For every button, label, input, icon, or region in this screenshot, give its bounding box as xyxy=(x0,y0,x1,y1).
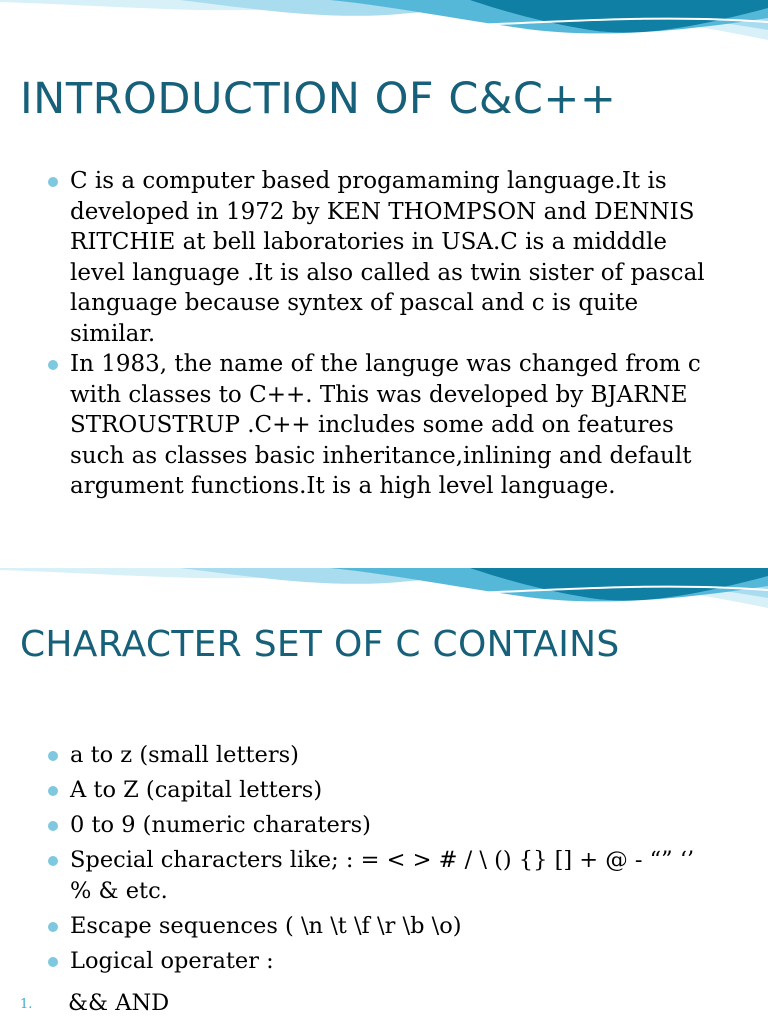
bullet-icon xyxy=(48,786,58,796)
bullet-icon xyxy=(48,856,58,866)
bullet-text: Special characters like; : = < > # / \ () {} [] + @ - “” ‘’ % & etc. xyxy=(70,847,695,904)
list-item xyxy=(48,740,722,771)
bullet-icon xyxy=(48,922,58,932)
wave-header-decoration xyxy=(0,0,768,70)
slide-title: INTRODUCTION OF C&C++ xyxy=(20,74,617,124)
slide-character-set xyxy=(0,568,768,1024)
slide-gap xyxy=(0,512,768,568)
numbered-item-label: 1. xyxy=(20,996,33,1012)
bullet-icon xyxy=(48,360,58,370)
bullet-text: 0 to 9 (numeric charaters) xyxy=(70,812,371,838)
bullet-icon xyxy=(48,821,58,831)
numbered-item-text: && AND xyxy=(68,990,170,1016)
list-item xyxy=(48,349,722,502)
bullet-text: C is a computer based progamaming language.It is developed in 1972 by KEN THOMPSON and DENNIS RITCHIE at bell laboratories in USA.C is a midddle level language .It is also called as twin sister of pascal language because syntex of pascal and c is quite similar. xyxy=(70,168,705,347)
bullet-text: A to Z (capital letters) xyxy=(70,777,323,803)
bullet-icon xyxy=(48,177,58,187)
bullet-text: a to z (small letters) xyxy=(70,742,299,768)
bullet-text: Escape sequences ( \n \t \f \r \b \o) xyxy=(70,913,462,939)
bullet-list xyxy=(48,166,722,502)
list-item xyxy=(48,946,722,977)
bullet-text: In 1983, the name of the languge was changed from c with classes to C++. This was developed by BJARNE STROUSTRUP .C++ includes some add on features such as classes basic inheritance,inlining and default argument functions.It is a high level language. xyxy=(70,351,701,499)
slide-title: CHARACTER SET OF C CONTAINS xyxy=(20,624,620,665)
list-item xyxy=(48,775,722,806)
bullet-text: Logical operater : xyxy=(70,948,274,974)
list-item xyxy=(48,845,722,907)
bullet-list xyxy=(48,740,722,981)
list-item xyxy=(48,166,722,349)
list-item xyxy=(48,911,722,942)
bullet-icon xyxy=(48,957,58,967)
bullet-icon xyxy=(48,751,58,761)
numbered-item xyxy=(20,988,169,1020)
list-item xyxy=(48,810,722,841)
